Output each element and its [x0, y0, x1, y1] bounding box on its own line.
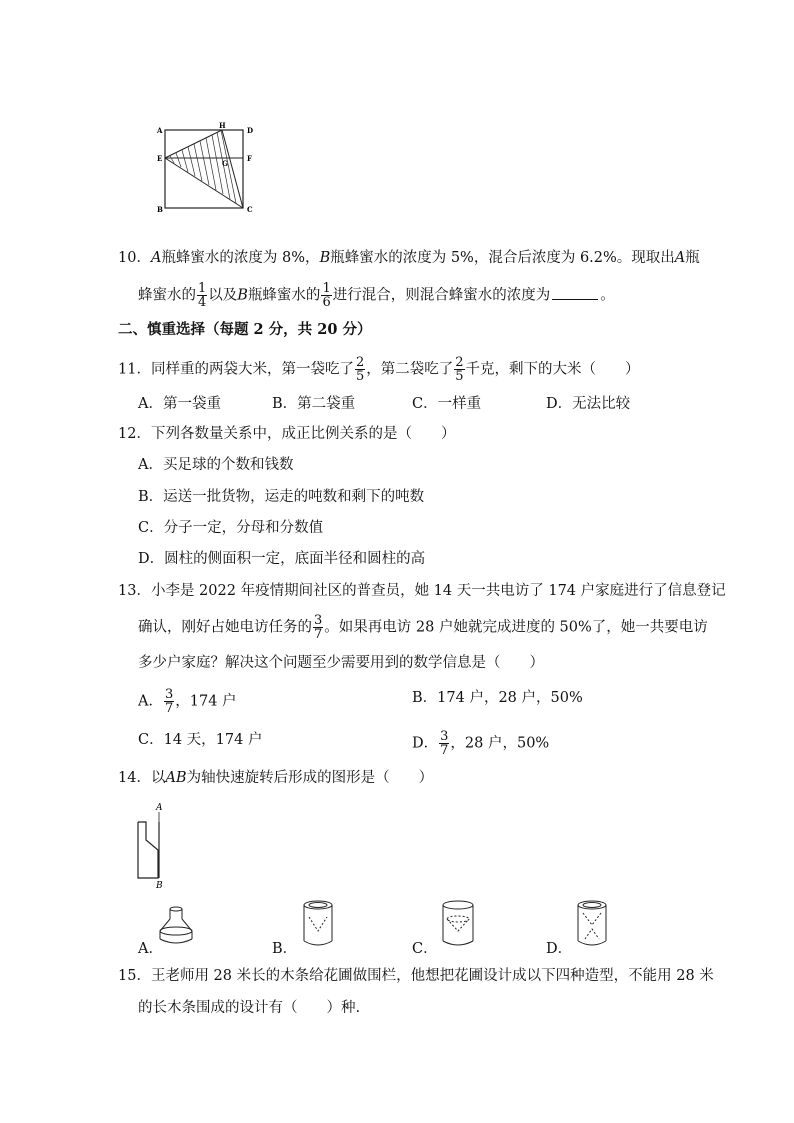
q14-option-d[interactable]: D． — [546, 905, 616, 955]
q13-line2: 确认，刚好占她电访任务的 $\frac{3}{7}$ 。如果再电访 28 户她就完成进度的 50%了，她一共要电访 — [138, 613, 708, 642]
label-A: A — [157, 126, 163, 135]
q10-line2: 蜂蜜水的 $\frac{1}{4}$ 以及B瓶蜂蜜水的 $\frac{1}{6}$ 进行混合，则混合蜂蜜水的浓度为 。 — [138, 281, 615, 310]
q10-line1: 10．A瓶蜂蜜水的浓度为 8%，B瓶蜂蜜水的浓度为 5%，混合后浓度为 6.2%。现取出A瓶 — [118, 250, 700, 266]
q12-option-d[interactable]: D．圆柱的侧面积一定，底面半径和圆柱的高 — [138, 551, 426, 567]
q15-line1: 15．王老师用 28 米长的木条给花圃做围栏，他想把花圃设计成以下四种造型，不能用 28 米 — [118, 968, 714, 984]
q11-option-a[interactable]: A．第一袋重 — [138, 396, 221, 412]
option-d-shape-icon — [570, 899, 614, 949]
q12-number: 12． — [118, 426, 151, 442]
q12-option-c[interactable]: C．分子一定，分母和分数值 — [138, 520, 324, 536]
axis-label-b: B — [156, 881, 163, 890]
fraction: $\frac{3}{7}$ — [314, 613, 323, 642]
q13-option-b[interactable]: B．174 户，28 户，50% — [412, 690, 583, 706]
label-D: D — [247, 126, 254, 135]
answer-blank[interactable] — [552, 285, 598, 300]
q13-number: 13． — [118, 583, 151, 599]
q9-figure — [150, 120, 270, 220]
square-diagram — [150, 120, 270, 220]
q14-figure — [132, 800, 182, 890]
q10-number: 10． — [118, 250, 151, 266]
fraction: $\frac{1}{6}$ — [322, 281, 331, 310]
q11-option-d[interactable]: D．无法比较 — [546, 396, 631, 412]
option-b-shape-icon — [296, 899, 340, 949]
q12-option-a[interactable]: A．买足球的个数和钱数 — [138, 457, 294, 473]
q11-option-c[interactable]: C．一样重 — [412, 396, 482, 412]
q13-option-c[interactable]: C．14 天，174 户 — [138, 732, 263, 748]
label-G: G — [222, 159, 228, 168]
q14-option-b[interactable]: B． — [272, 905, 342, 955]
label-C: C — [247, 205, 253, 214]
fraction: $\frac{2}{5}$ — [455, 355, 464, 384]
q14-number: 14． — [118, 770, 151, 786]
q12-option-b[interactable]: B．运送一批货物，运走的吨数和剩下的吨数 — [138, 489, 425, 505]
label-F: F — [247, 154, 252, 163]
q13-option-a[interactable]: A． $\frac{3}{7}$ ，174 户 — [138, 687, 237, 716]
label-B: B — [157, 205, 163, 214]
q13-line3: 多少户家庭？解决这个问题至少需要用到的数学信息是（ ） — [138, 655, 544, 671]
label-H: H — [219, 121, 226, 130]
q14-option-a[interactable]: A． — [138, 905, 208, 955]
option-c-shape-icon — [436, 899, 480, 949]
rotation-shape — [132, 800, 182, 890]
q11-stem: 11．同样重的两袋大米，第一袋吃了 $\frac{2}{5}$ ，第二袋吃了 $\frac{2}{5}$ 千克，剩下的大米（ ） — [118, 355, 640, 384]
axis-label-a: A — [156, 803, 163, 813]
fraction: $\frac{2}{5}$ — [355, 355, 365, 384]
q14-stem: 14．以AB为轴快速旋转后形成的图形是（ ） — [118, 770, 434, 786]
q13-line1: 13．小李是 2022 年疫情期间社区的普查员，她 14 天一共电访了 174 户家庭进行了信息登记 — [118, 583, 726, 599]
q15-line2: 的长木条围成的设计有（ ）种. — [138, 1000, 361, 1016]
q12-stem: 12．下列各数量关系中，成正比例关系的是（ ） — [118, 426, 456, 442]
fraction: $\frac{3}{7}$ — [440, 729, 449, 758]
fraction: $\frac{1}{4}$ — [198, 281, 207, 310]
fraction: $\frac{3}{7}$ — [164, 687, 174, 716]
q11-option-b[interactable]: B．第二袋重 — [272, 396, 356, 412]
label-E: E — [157, 154, 163, 163]
q14-option-c[interactable]: C． — [412, 905, 482, 955]
q13-option-d[interactable]: D． $\frac{3}{7}$ ，28 户，50% — [412, 729, 550, 758]
section-title: 二、慎重选择（每题 2 分，共 20 分） — [118, 321, 372, 338]
q11-number: 11． — [118, 361, 151, 378]
q15-number: 15． — [118, 968, 151, 984]
